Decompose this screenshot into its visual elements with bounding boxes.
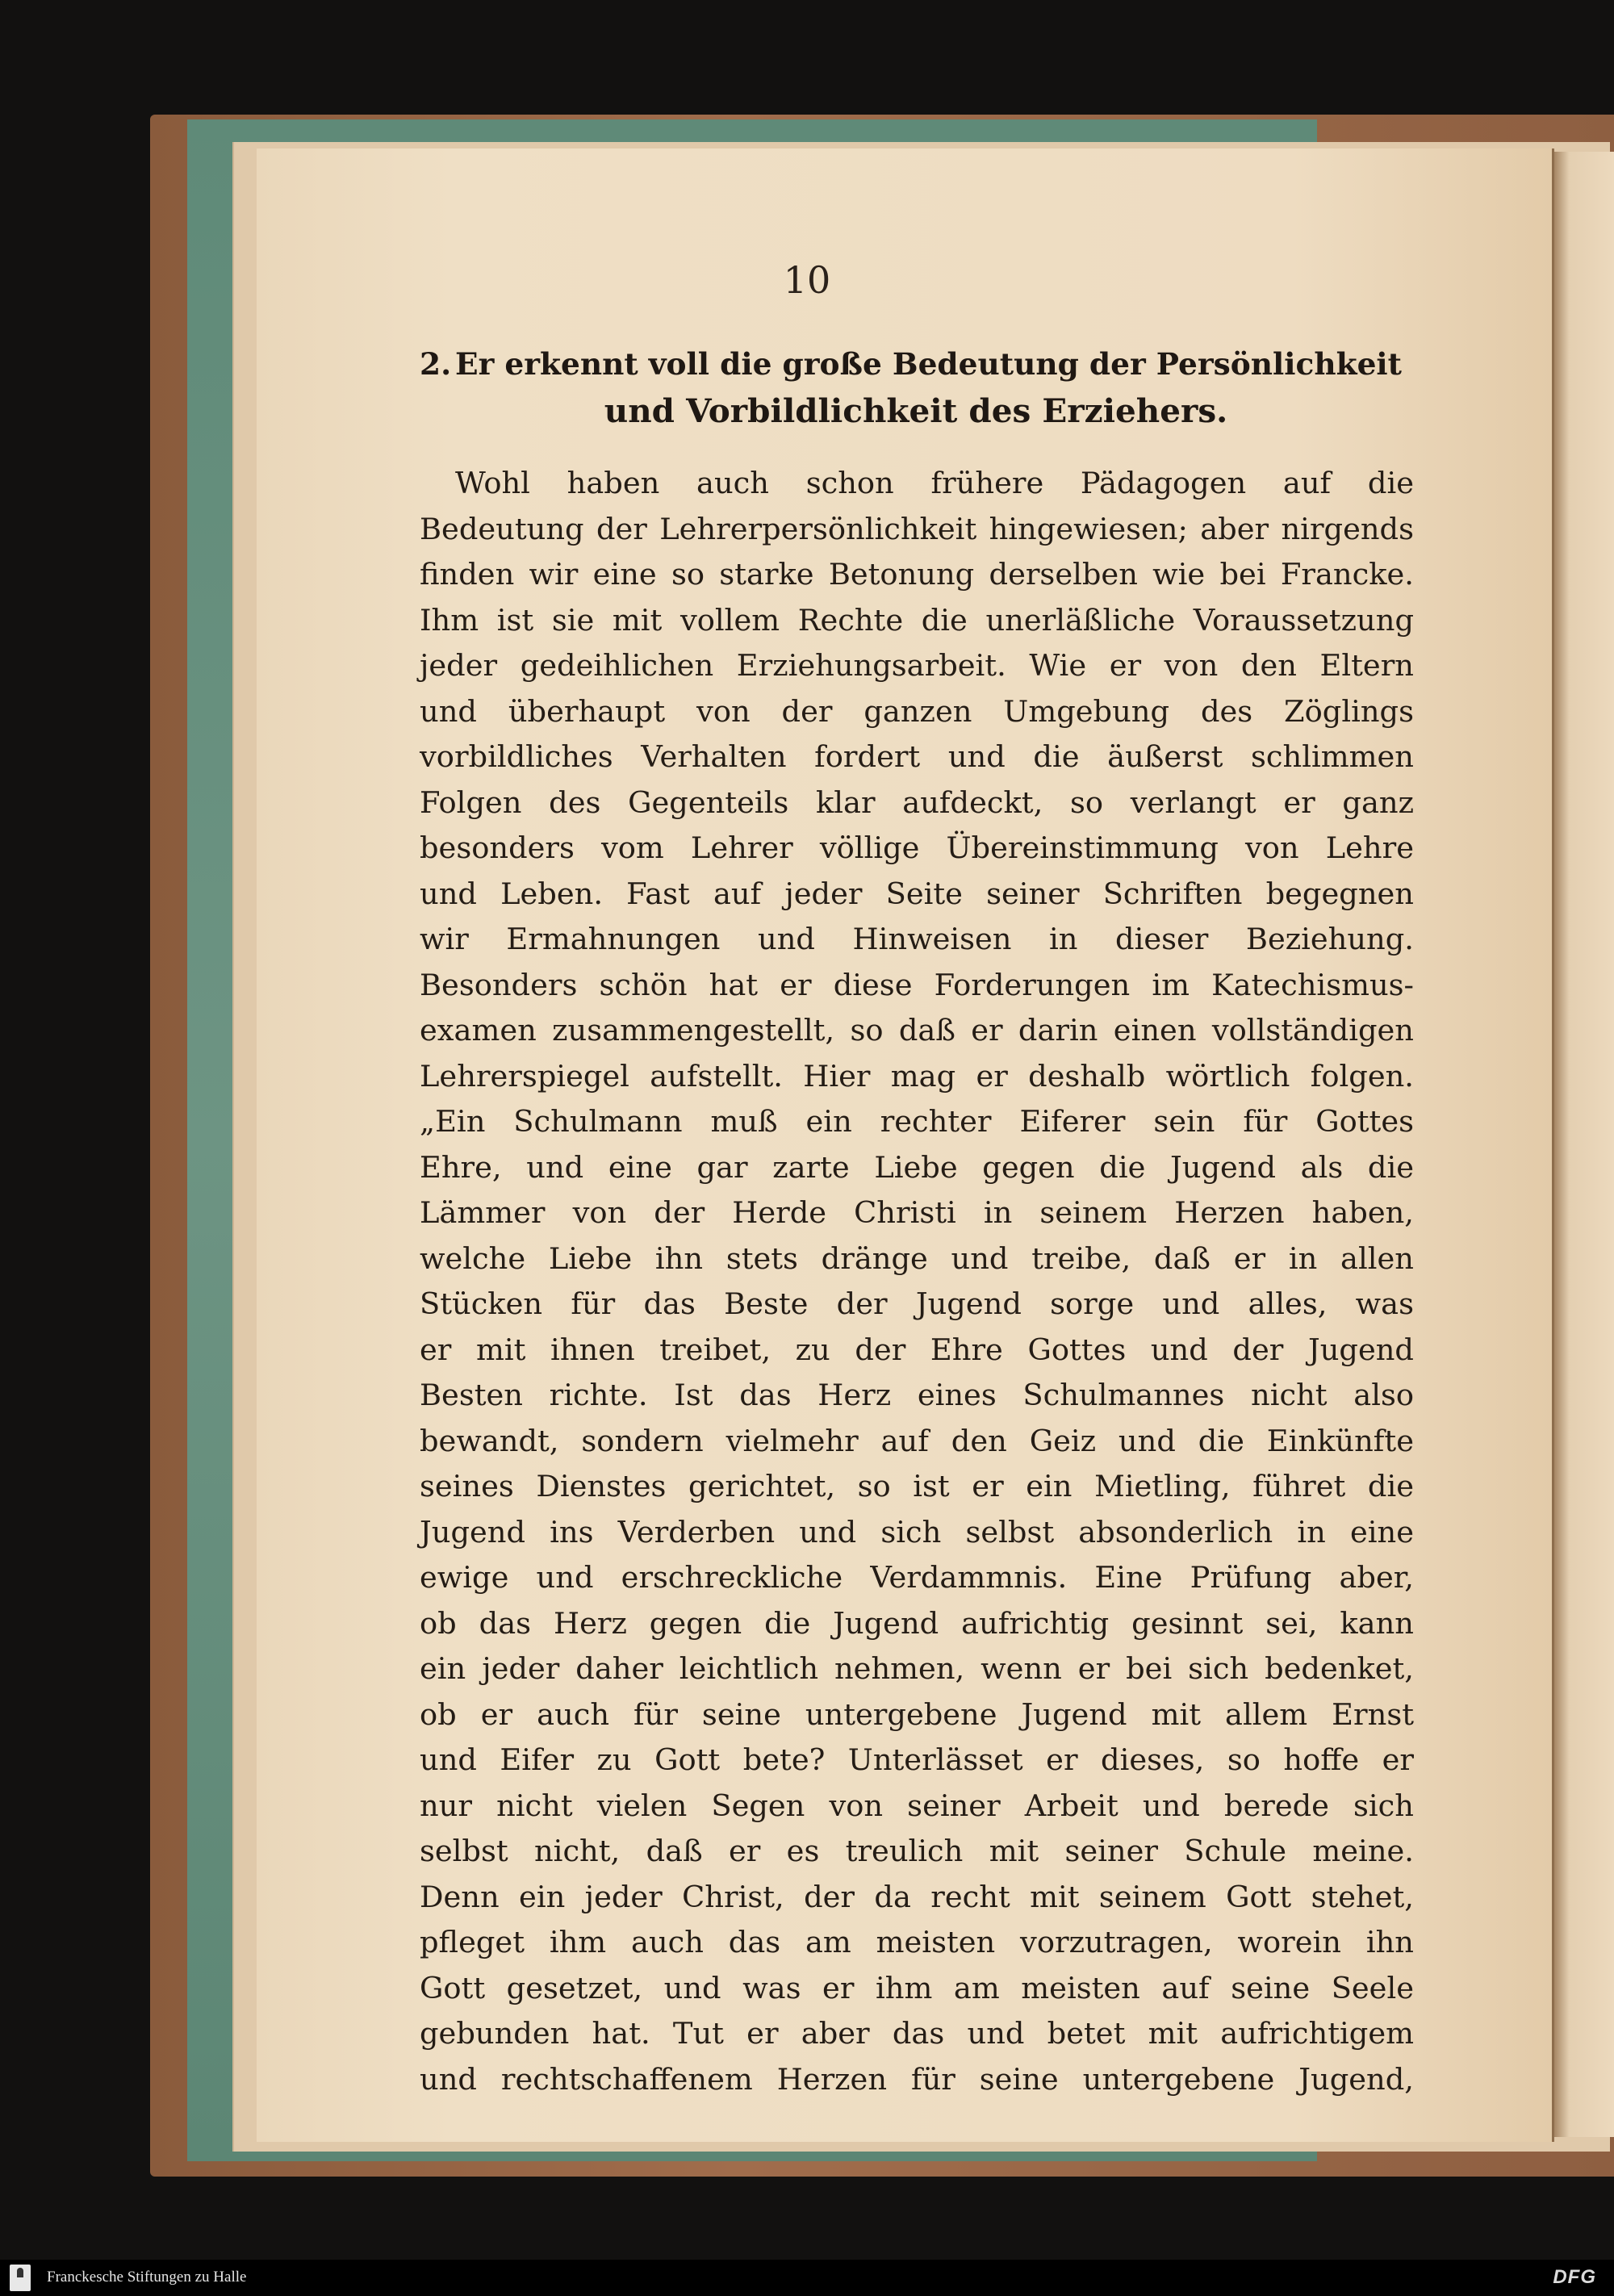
facing-page-edge: [1554, 152, 1614, 2137]
text-line: ewige und erschreckliche Verdammnis. Eine Prüfung aber,: [420, 1560, 1414, 1595]
text-line: und rechtschaffenem Herzen für seine untergebene Jugend,: [420, 2061, 1414, 2097]
institution-name: Franckesche Stiftungen zu Halle: [47, 2269, 247, 2286]
text-line: Lämmer von der Herde Christi in seinem Herzen haben,: [420, 1195, 1414, 1230]
heading-number: 2.: [420, 346, 452, 382]
text-line: er mit ihnen treibet, zu der Ehre Gottes und der Jugend: [420, 1332, 1414, 1367]
text-line: pfleget ihm auch das am meisten vorzutragen, worein ihn: [420, 1925, 1414, 1959]
text-line: ob er auch für seine untergebene Jugend mit allem Ernst: [420, 1696, 1414, 1732]
text-line: und Eifer zu Gott bete? Unterlässet er dieses, so hoffe er: [420, 1742, 1414, 1777]
text-line: examen zusammengestellt, so daß er darin einen vollständigen: [420, 1013, 1414, 1048]
heading-line-1-text: Er erkennt voll die große Bedeutung der Persönlichkeit: [455, 346, 1402, 382]
text-line: Ehre, und eine gar zarte Liebe gegen die Jugend als die: [420, 1149, 1414, 1185]
footer-bar: [0, 2260, 1614, 2296]
text-line: Besonders schön hat er diese Forderungen im Katechismus-: [420, 967, 1414, 1002]
text-line: Stücken für das Beste der Jugend sorge und alles, was: [420, 1286, 1414, 1321]
text-line: finden wir eine so starke Betonung derselben wie bei Francke.: [420, 557, 1414, 592]
text-line: „Ein Schulmann muß ein rechter Eiferer sein für Gottes: [420, 1104, 1414, 1139]
text-line: Denn ein jeder Christ, der da recht mit seinem Gott stehet,: [420, 1879, 1414, 1914]
page-number: 10: [783, 258, 831, 302]
text-line: ob das Herz gegen die Jugend aufrichtig gesinnt sei, kann: [420, 1605, 1414, 1641]
text-line: besonders vom Lehrer völlige Übereinstimmung von Lehre: [420, 830, 1414, 865]
text-line: Bedeutung der Lehrerpersönlichkeit hingewiesen; aber nirgends: [420, 511, 1414, 546]
text-line: selbst nicht, daß er es treulich mit seiner Schule meine.: [420, 1834, 1414, 1868]
text-line: Gott gesetzet, und was er ihm am meisten auf seine Seele: [420, 1970, 1414, 2005]
text-line: welche Liebe ihn stets dränge und treibe, daß er in allen: [420, 1240, 1414, 1276]
franckesche-stiftungen-logo-icon: [10, 2265, 31, 2291]
text-line: Jugend ins Verderben und sich selbst absonderlich in eine: [420, 1514, 1414, 1549]
text-line: und Leben. Fast auf jeder Seite seiner Schriften begegnen: [420, 876, 1414, 911]
text-line: seines Dienstes gerichtet, so ist er ein Mietling, führet die: [420, 1469, 1414, 1503]
text-line: Folgen des Gegenteils klar aufdeckt, so verlangt er ganz: [420, 784, 1414, 820]
text-line: Besten richte. Ist das Herz eines Schulmannes nicht also: [420, 1378, 1414, 1412]
section-heading: [420, 341, 1412, 434]
text-line: und überhaupt von der ganzen Umgebung des Zöglings: [420, 693, 1414, 729]
text-line: Wohl haben auch schon frühere Pädagogen auf die: [455, 466, 1414, 500]
dfg-logo: DFG: [1553, 2266, 1596, 2288]
text-line: Ihm ist sie mit vollem Rechte die unerläßliche Voraussetzung: [420, 602, 1414, 638]
body-text: [420, 461, 1414, 2102]
text-line: wir Ermahnungen und Hinweisen in dieser Beziehung.: [420, 922, 1414, 956]
text-line: bewandt, sondern vielmehr auf den Geiz und die Einkünfte: [420, 1423, 1414, 1458]
text-line: jeder gedeihlichen Erziehungsarbeit. Wie er von den Eltern: [420, 648, 1414, 683]
text-line: ein jeder daher leichtlich nehmen, wenn er bei sich bedenket,: [420, 1651, 1414, 1686]
text-line: gebunden hat. Tut er aber das und betet mit aufrichtigem: [420, 2016, 1414, 2051]
text-line: vorbildliches Verhalten fordert und die äußerst schlimmen: [420, 739, 1414, 774]
heading-line-1: [420, 341, 1412, 387]
text-line: nur nicht vielen Segen von seiner Arbeit und berede sich: [420, 1788, 1414, 1823]
text-line: Lehrerspiegel aufstellt. Hier mag er deshalb wörtlich folgen.: [420, 1058, 1414, 1094]
heading-line-2: und Vorbildlichkeit des Erziehers.: [604, 391, 1228, 430]
